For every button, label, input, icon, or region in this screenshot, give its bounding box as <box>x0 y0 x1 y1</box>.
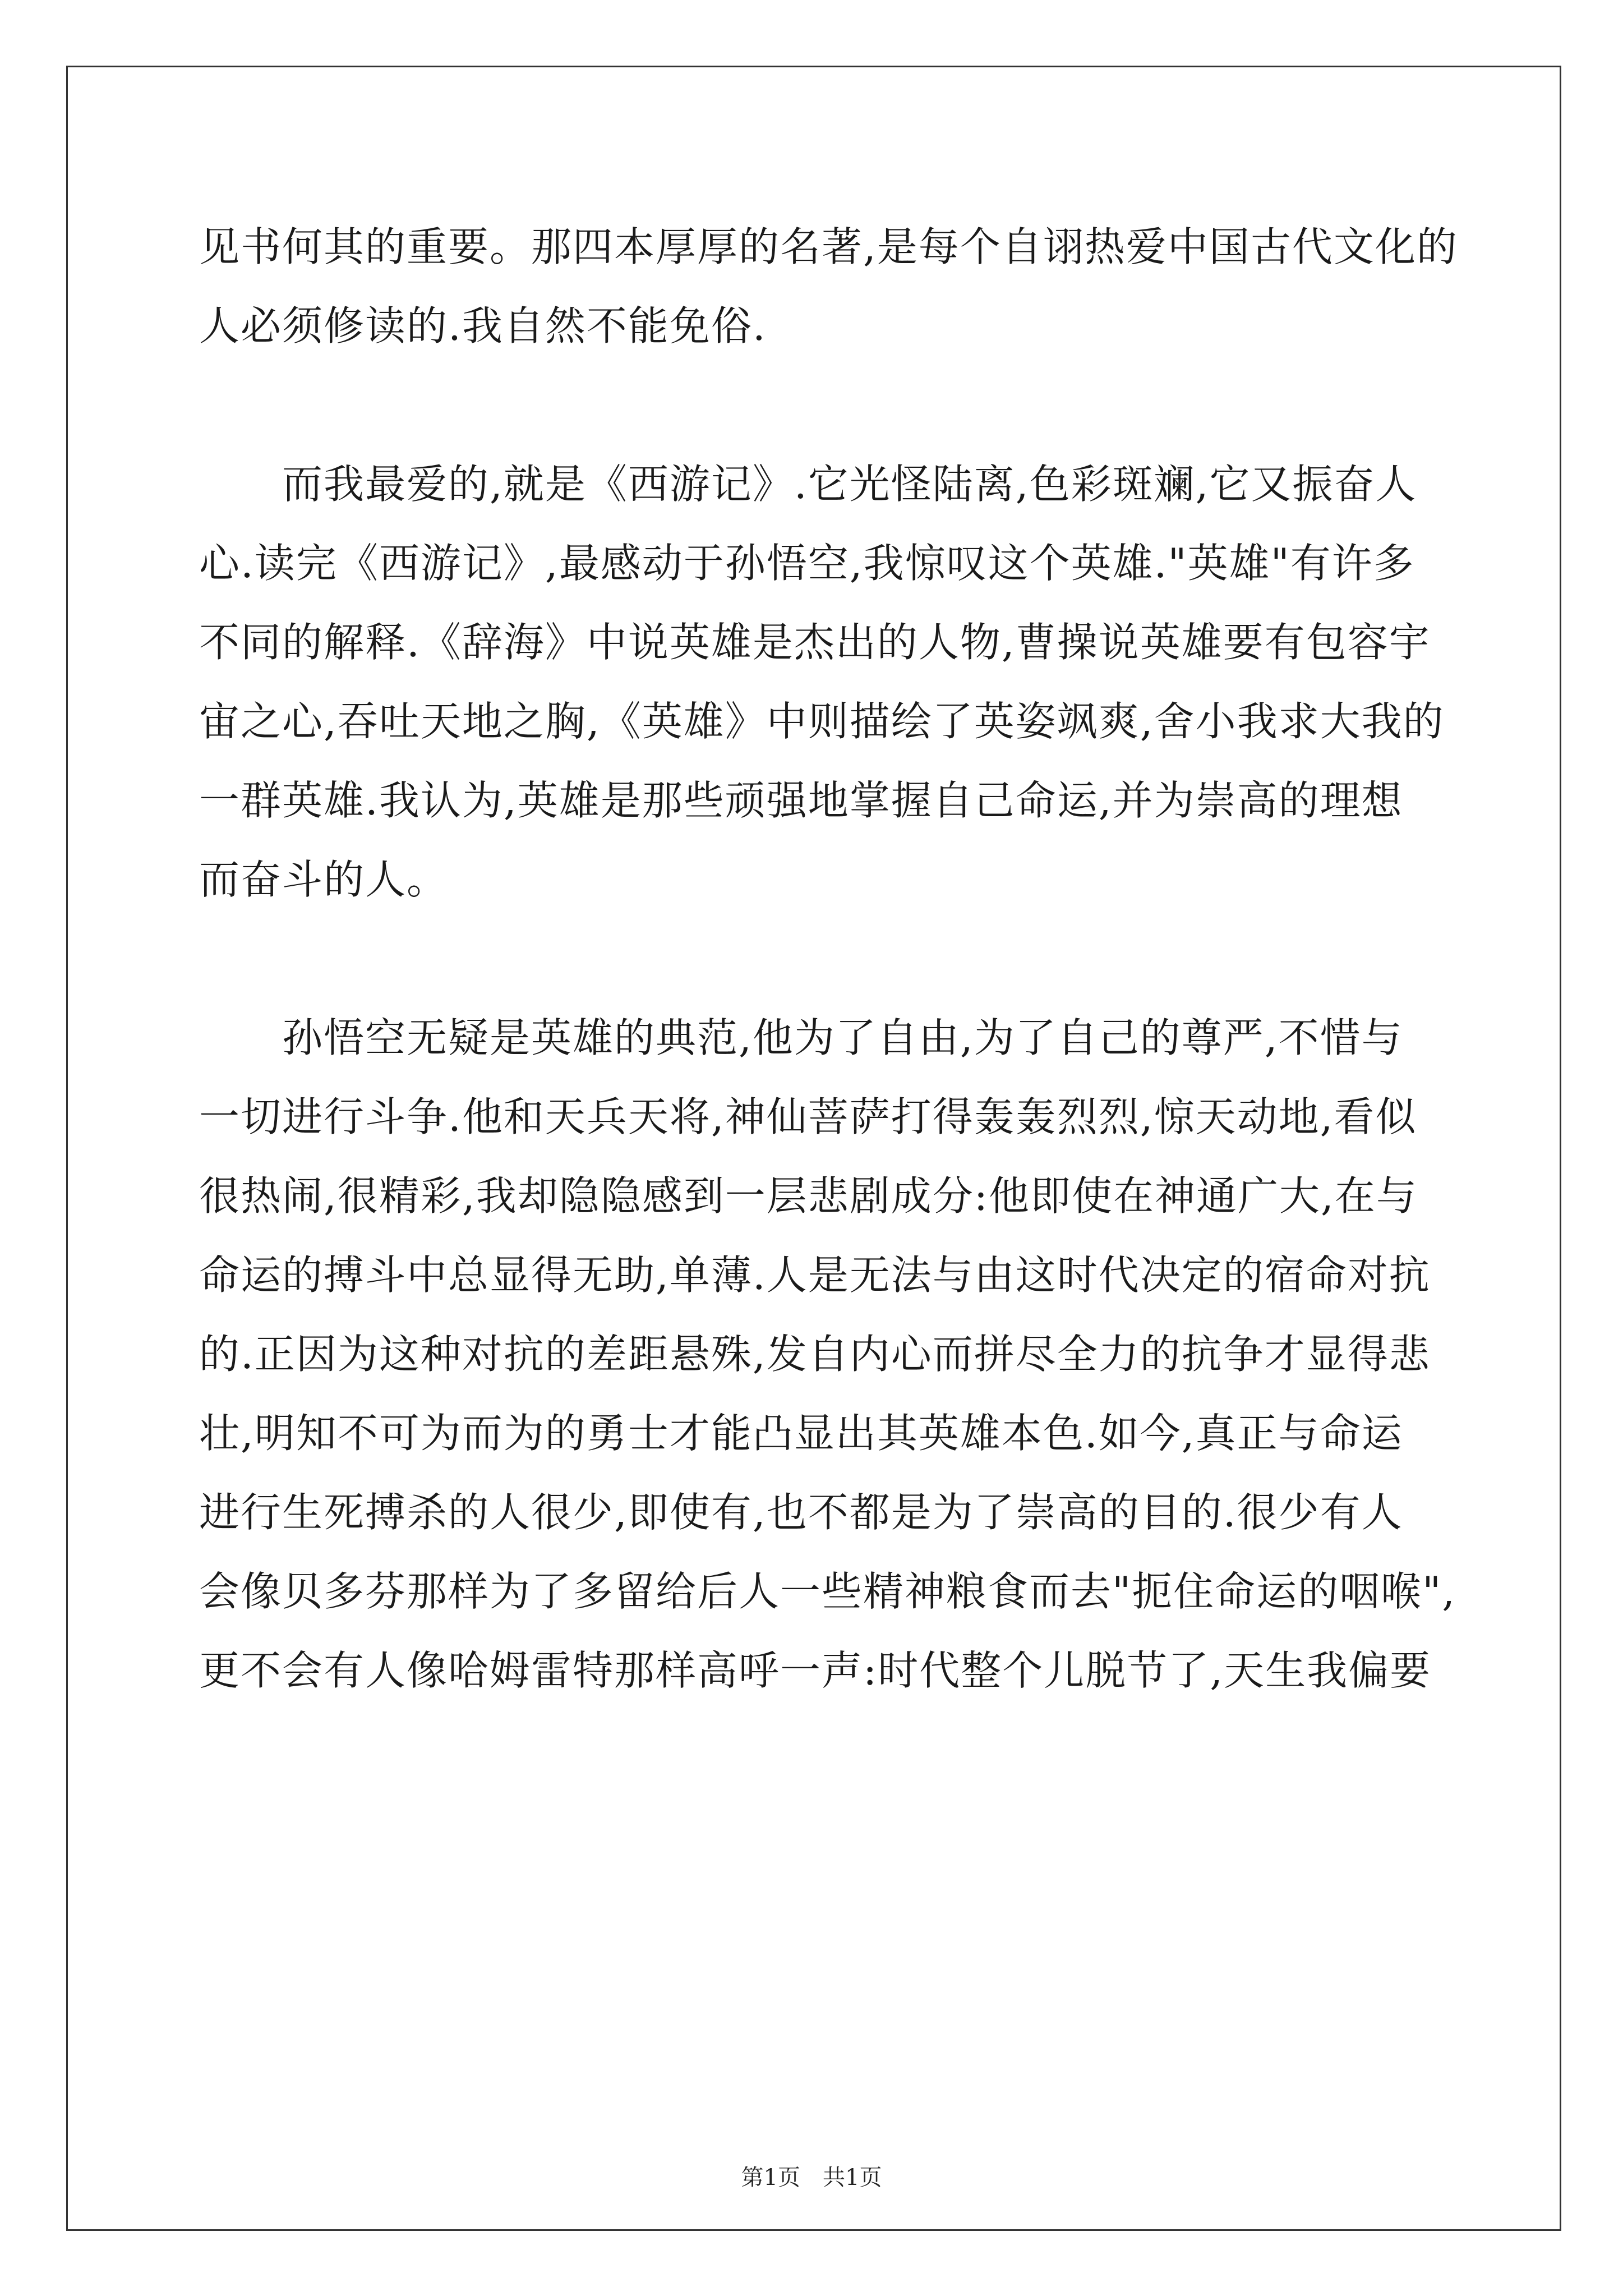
text-line: 孙悟空无疑是英雄的典范,他为了自由,为了自己的尊严,不惜与 <box>199 1014 1403 1061</box>
text-line: 见书何其的重要。那四本厚厚的名著,是每个自诩热爱中国古代文化的 <box>199 223 1458 270</box>
paragraph-gap <box>199 919 1433 999</box>
text-line: 会像贝多芬那样为了多留给后人一些精神粮食而去"扼住命运的咽喉", <box>199 1568 1456 1615</box>
text-line: 而我最爱的,就是《西游记》.它光怪陆离,色彩斑斓,它又振奋人 <box>199 461 1417 508</box>
text-line: 一切进行斗争.他和天兵天将,神仙菩萨打得轰轰烈烈,惊天动地,看似 <box>199 1093 1417 1140</box>
text-line: 更不会有人像哈姆雷特那样高呼一声:时代整个儿脱节了,天生我偏要 <box>199 1647 1432 1694</box>
text-line: 人必须修读的.我自然不能免俗. <box>199 302 767 349</box>
text-line: 一群英雄.我认为,英雄是那些顽强地掌握自己命运,并为崇高的理想 <box>199 777 1403 824</box>
page-number: 第1页 共1页 <box>741 2165 882 2191</box>
text-line: 而奋斗的人。 <box>199 856 449 903</box>
text-line: 壮,明知不可为而为的勇士才能凸显出其英雄本色.如今,真正与命运 <box>199 1410 1403 1457</box>
text-line: 宙之心,吞吐天地之胸,《英雄》中则描绘了英姿飒爽,舍小我求大我的 <box>199 698 1445 745</box>
paragraph-gap <box>199 366 1433 445</box>
text-line: 的.正因为这种对抗的差距悬殊,发自内心而拼尽全力的抗争才显得悲 <box>199 1331 1431 1378</box>
text-line: 进行生死搏杀的人很少,即使有,也不都是为了崇高的目的.很少有人 <box>199 1489 1403 1536</box>
text-line: 命运的搏斗中总显得无助,单薄.人是无法与由这时代决定的宿命对抗 <box>199 1251 1431 1299</box>
text-line: 心.读完《西游记》,最感动于孙悟空,我惊叹这个英雄."英雄"有许多 <box>199 540 1415 587</box>
page-footer <box>0 2161 1623 2194</box>
text-line: 很热闹,很精彩,我却隐隐感到一层悲剧成分:他即使在神通广大,在与 <box>199 1172 1418 1220</box>
text-line: 不同的解释.《辞海》中说英雄是杰出的人物,曹操说英雄要有包容宇 <box>199 619 1431 666</box>
document-body <box>199 208 1458 1710</box>
